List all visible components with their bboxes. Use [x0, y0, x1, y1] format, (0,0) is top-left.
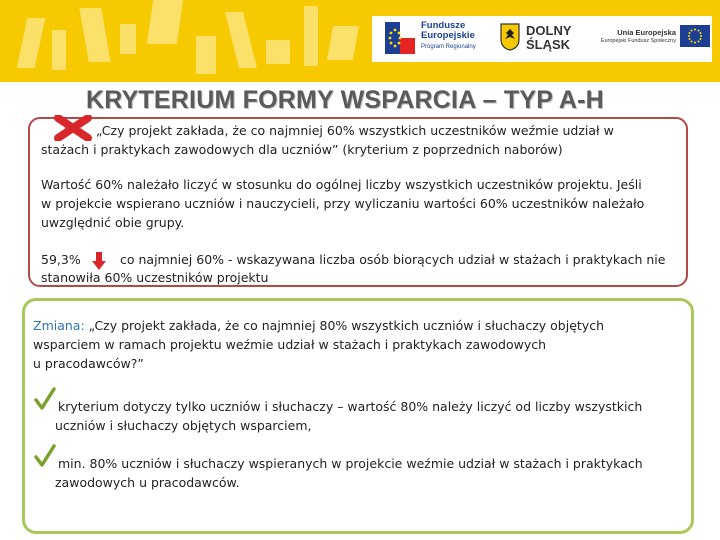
decorative-shape [120, 24, 136, 54]
decorative-shape [79, 8, 111, 62]
checkmark-icon [34, 387, 56, 411]
decorative-shape [196, 36, 216, 74]
eu-logo-line1: Unia Europejska [617, 28, 676, 37]
fe-logo-line3: Program Regionalny [421, 44, 476, 50]
decorative-shape [266, 40, 290, 64]
example-value: 59,3% [41, 252, 81, 267]
eu-logo-line2: Europejski Fundusz Społeczny [600, 38, 676, 44]
x-mark-icon [54, 115, 92, 141]
header-banner [0, 0, 720, 82]
dolny-slask-logo [500, 20, 590, 58]
change-line3: u pracodawców?” [33, 356, 144, 371]
change-line2: wsparciem w ramach projektu weźmie udział w stażach i praktykach zawodowych [33, 337, 547, 352]
decorative-shape [327, 26, 359, 60]
bullet-2-line2: zawodowych u pracodawców. [55, 475, 240, 490]
eu-logo-text [600, 28, 676, 46]
calculation-note-line1: Wartość 60% należało liczyć w stosunku do ogólnej liczby wszystkich uczestników projektu. Jeśli [41, 177, 642, 192]
calculation-note-line2: w projekcie wspierano uczniów i nauczycieli, przy wyliczaniu wartości 60% uczestników należało [41, 196, 645, 211]
ds-logo-text [526, 24, 572, 52]
example-line2: stanowiła 60% uczestników projektu [41, 270, 269, 285]
bullet-1-line2: uczniów i słuchaczy objętych wsparciem, [55, 418, 312, 433]
decorative-shape [17, 18, 46, 68]
eu-flag-icon [680, 25, 710, 47]
decorative-shape [52, 30, 66, 70]
fe-logo-line1: Fundusze [421, 20, 466, 31]
eagle-crest-icon [500, 23, 520, 51]
decorative-shape [225, 12, 257, 68]
page-title: KRYTERIUM FORMY WSPARCIA – TYP A-H [86, 86, 604, 114]
example-line1: co najmniej 60% - wskazywana liczba osób biorących udział w stażach i praktykach nie [120, 252, 666, 267]
fe-logo-line2: Europejskie [421, 30, 475, 41]
change-line1-text: „Czy projekt zakłada, że co najmniej 80% wszystkich uczniów i słuchaczy objętych [84, 318, 604, 333]
calculation-note-line3: uwzględnić obie grupy. [41, 215, 185, 230]
old-criterion-line2: stażach i praktykach zawodowych dla uczniów” (kryterium z poprzednich naborów) [41, 142, 563, 157]
ds-logo-line1: DOLNY [526, 23, 572, 38]
decorative-shape [304, 6, 318, 66]
eu-logo [600, 20, 712, 58]
ds-logo-line2: ŚLĄSK [526, 37, 571, 52]
checkmark-icon [34, 444, 56, 468]
change-line1 [33, 316, 604, 335]
fe-stars-icon [385, 22, 415, 54]
bullet-1-line1: kryterium dotyczy tylko uczniów i słuchaczy – wartość 80% należy liczyć od liczby wszystkich [58, 399, 643, 414]
old-criterion-line1: „Czy projekt zakłada, że co najmniej 60% wszystkich uczestników weźmie udział w [96, 123, 614, 138]
change-label: Zmiana: [33, 318, 85, 333]
decorative-shape [147, 0, 183, 44]
bullet-2-line1: min. 80% uczniów i słuchaczy wspieranych w projekcie weźmie udział w stażach i praktykach [58, 456, 643, 471]
